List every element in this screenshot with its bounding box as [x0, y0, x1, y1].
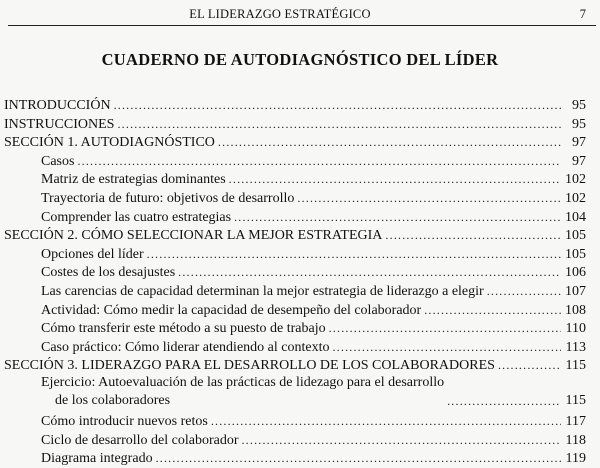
page-number: 7	[579, 7, 586, 21]
toc-page-number: 115	[565, 358, 586, 374]
toc-entry-caso-practico	[0, 338, 600, 357]
toc-label: Cómo introducir nuevos retos	[41, 413, 208, 429]
toc-entry-ejercicio	[0, 375, 600, 412]
toc-page-number: 107	[565, 283, 586, 299]
dot-leader	[156, 449, 561, 467]
toc-label: SECCIÓN 3. LIDERAZGO PARA EL DESARROLLO DE LOS COLABORADORES	[4, 358, 495, 374]
dot-leader	[218, 133, 561, 151]
dot-leader	[117, 115, 561, 133]
toc-label-line-1: Ejercicio: Autoevaluación de las prácticas de lidezago para el desarrollo	[41, 374, 445, 390]
dot-leader	[329, 319, 561, 337]
toc-label: Matriz de estrategias dominantes	[41, 172, 226, 188]
dot-leader	[241, 431, 561, 449]
toc-entry-ciclo	[0, 431, 600, 450]
dot-leader	[424, 301, 561, 319]
toc-entry-matriz	[0, 170, 600, 189]
toc-page-number: 108	[565, 302, 586, 318]
dot-leader	[385, 226, 561, 244]
dot-leader	[234, 208, 561, 226]
toc-page-number: 102	[565, 172, 586, 188]
dot-leader	[147, 245, 561, 263]
toc-page-number: 105	[565, 228, 586, 244]
toc-entry-carencias	[0, 282, 600, 301]
toc-page-number: 97	[572, 135, 586, 151]
running-title: EL LIDERAZGO ESTRATÉGICO	[189, 7, 371, 21]
toc-entry-trayectoria	[0, 189, 600, 208]
toc-page-number: 119	[565, 451, 586, 467]
toc-entry-seccion-3	[0, 356, 600, 375]
toc-label: SECCIÓN 2. CÓMO SELECCIONAR LA MEJOR ESTRATEGIA	[4, 228, 383, 244]
toc-page-number: 104	[565, 209, 586, 225]
toc-page-number: 117	[565, 413, 586, 429]
toc-page-number: 115	[565, 392, 586, 408]
toc-page-number: 106	[565, 265, 586, 281]
toc-page-number: 95	[572, 98, 586, 113]
table-of-contents	[0, 96, 600, 468]
toc-page-number: 102	[565, 190, 586, 206]
toc-label: Casos	[41, 153, 75, 169]
toc-label: Opciones del líder	[41, 246, 144, 262]
toc-page-number: 95	[572, 116, 586, 132]
dot-leader	[178, 263, 561, 281]
toc-entry-transferir	[0, 319, 600, 338]
toc-label: Costes de los desajustes	[41, 265, 176, 281]
toc-entry-diagrama	[0, 449, 600, 468]
toc-page-number: 118	[565, 432, 586, 448]
toc-label: Actividad: Cómo medir la capacidad de desempeño del colaborador	[41, 302, 422, 318]
header-rule	[8, 25, 596, 26]
dot-leader	[498, 356, 561, 374]
toc-entry-seccion-1	[0, 133, 600, 152]
dot-leader	[447, 392, 561, 410]
toc-label: Comprender las cuatro estrategias	[41, 209, 232, 225]
toc-label	[41, 374, 444, 410]
toc-label: INTRODUCCIÓN	[4, 98, 111, 113]
toc-label: Caso práctico: Cómo liderar atendiendo al contexto	[41, 339, 330, 355]
toc-label: Las carencias de capacidad determinan la mejor estrategia de liderazgo a elegir	[41, 283, 484, 299]
toc-entry-comprender	[0, 208, 600, 227]
toc-entry-seccion-2	[0, 226, 600, 245]
toc-label: SECCIÓN 1. AUTODIAGNÓSTICO	[4, 135, 215, 151]
toc-label: Cómo transferir este método a su puesto de trabajo	[41, 321, 326, 337]
toc-label: INSTRUCCIONES	[4, 116, 115, 132]
toc-page-number: 113	[565, 339, 586, 355]
toc-label: Ciclo de desarrollo del colaborador	[41, 432, 239, 448]
dot-leader	[211, 412, 561, 430]
dot-leader	[487, 282, 561, 300]
running-header	[0, 6, 600, 22]
toc-label: Trayectoria de futuro: objetivos de desarrollo	[41, 190, 295, 206]
dot-leader	[114, 96, 561, 114]
toc-label: Diagrama integrado	[41, 451, 153, 467]
toc-entry-instrucciones	[0, 115, 600, 134]
toc-page-number: 110	[565, 321, 586, 337]
toc-page-number: 105	[565, 246, 586, 262]
toc-entry-costes	[0, 263, 600, 282]
toc-entry-opciones	[0, 245, 600, 264]
dot-leader	[229, 170, 561, 188]
toc-entry-retos	[0, 412, 600, 431]
dot-leader	[77, 152, 561, 170]
toc-entry-casos	[0, 152, 600, 171]
toc-page-number: 97	[572, 153, 586, 169]
toc-entry-actividad	[0, 301, 600, 320]
toc-label-line-2: de los colaboradores	[55, 392, 171, 408]
dot-leader	[332, 338, 561, 356]
toc-entry-introduccion	[0, 96, 600, 115]
page-title: CUADERNO DE AUTODIAGNÓSTICO DEL LÍDER	[101, 50, 499, 69]
dot-leader	[297, 189, 561, 207]
